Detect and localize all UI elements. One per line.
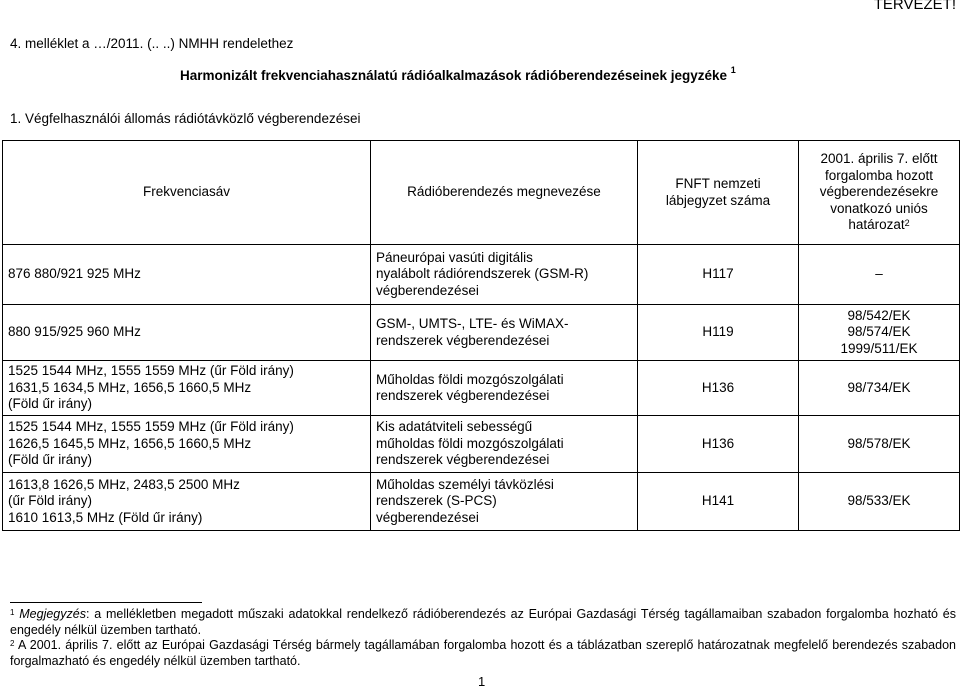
cell-eu-decision: 98/734/EK xyxy=(799,361,960,416)
cell-eu-decision: 98/542/EK 98/574/EK 1999/511/EK xyxy=(799,305,960,361)
table-row xyxy=(3,245,960,305)
footnote-2 xyxy=(10,638,956,669)
cell-frequency-band: 880 915/925 960 MHz xyxy=(3,305,371,361)
header-eu-decision xyxy=(799,141,960,245)
cell-eu-decision: 98/533/EK xyxy=(799,473,960,531)
table-row xyxy=(3,473,960,531)
cell-fnft: H119 xyxy=(638,305,799,361)
footnote-2-mark: 2 xyxy=(10,639,15,648)
cell-equipment-name: Kis adatátviteli sebességű műholdas földi mozgószolgálati rendszerek végberendezései xyxy=(371,416,638,473)
cell-fnft: H117 xyxy=(638,245,799,305)
cell-equipment-name: GSM-, UMTS-, LTE- és WiMAX- rendszerek végberendezései xyxy=(371,305,638,361)
footnotes xyxy=(10,607,956,669)
document-title-text: Harmonizált frekvenciahasználatú rádióalkalmazások rádióberendezéseinek jegyzéke xyxy=(180,68,727,83)
annex-reference: 4. melléklet a …/2011. (.. ..) NMHH rendelethez xyxy=(10,36,294,51)
footnote-ref-2: 2 xyxy=(904,218,910,229)
section-heading: 1. Végfelhasználói állomás rádiótávközlő végberendezései xyxy=(10,111,361,126)
header-fnft-footnote: FNFT nemzeti lábjegyzet száma xyxy=(638,141,799,245)
table-row xyxy=(3,305,960,361)
footnote-1-mark: 1 xyxy=(10,608,15,617)
cell-eu-decision: 98/578/EK xyxy=(799,416,960,473)
table-header-row xyxy=(3,141,960,245)
cell-equipment-name: Páneurópai vasúti digitális nyalábolt rádiórendszerek (GSM-R) végberendezései xyxy=(371,245,638,305)
draft-label: TERVEZET! xyxy=(873,0,956,13)
cell-equipment-name: Műholdas földi mozgószolgálati rendszerek végberendezései xyxy=(371,361,638,416)
cell-frequency-band: 876 880/921 925 MHz xyxy=(3,245,371,305)
cell-fnft: H141 xyxy=(638,473,799,531)
header-eu-decision-text: 2001. április 7. előtt forgalomba hozott végberendezésekre vonatkozó uniós határozat xyxy=(819,151,939,233)
cell-eu-decision: – xyxy=(799,245,960,305)
table-row xyxy=(3,361,960,416)
cell-frequency-band: 1613,8 1626,5 MHz, 2483,5 2500 MHz (űr Föld irány) 1610 1613,5 MHz (Föld űr irány) xyxy=(3,473,371,531)
table-row xyxy=(3,416,960,473)
cell-fnft: H136 xyxy=(638,416,799,473)
footnote-divider xyxy=(10,602,202,603)
header-equipment-name: Rádióberendezés megnevezése xyxy=(371,141,638,245)
equipment-table xyxy=(2,140,960,531)
footnote-1 xyxy=(10,607,956,638)
page-number: 1 xyxy=(478,674,486,689)
cell-frequency-band: 1525 1544 MHz, 1555 1559 MHz (űr Föld irány) 1631,5 1634,5 MHz, 1656,5 1660,5 MHz (Föld űr irány) xyxy=(3,361,371,416)
cell-fnft: H136 xyxy=(638,361,799,416)
footnote-2-text: A 2001. április 7. előtt az Európai Gazdasági Térség bármely tagállamában forgalomba hozott és a táblázatban szereplő határozatnak megfelelő berendezés szabadon forgalmazható és engedély nélkül üzemben tartható. xyxy=(10,638,956,668)
cell-frequency-band: 1525 1544 MHz, 1555 1559 MHz (űr Föld irány) 1626,5 1645,5 MHz, 1656,5 1660,5 MHz (Föld űr irány) xyxy=(3,416,371,473)
cell-equipment-name: Műholdas személyi távközlési rendszerek (S-PCS) végberendezései xyxy=(371,473,638,531)
footnote-ref-1: 1 xyxy=(730,65,736,75)
document-title xyxy=(180,65,736,83)
header-frequency-band: Frekvenciasáv xyxy=(3,141,371,245)
footnote-1-text: : a mellékletben megadott műszaki adatokkal rendelkező rádióberendezés az Európai Gazdasági Térség tagállamaiban szabadon forgalomba hozható és engedély nélkül üzemben tartható. xyxy=(10,607,956,637)
footnote-1-label: Megjegyzés xyxy=(19,607,86,621)
